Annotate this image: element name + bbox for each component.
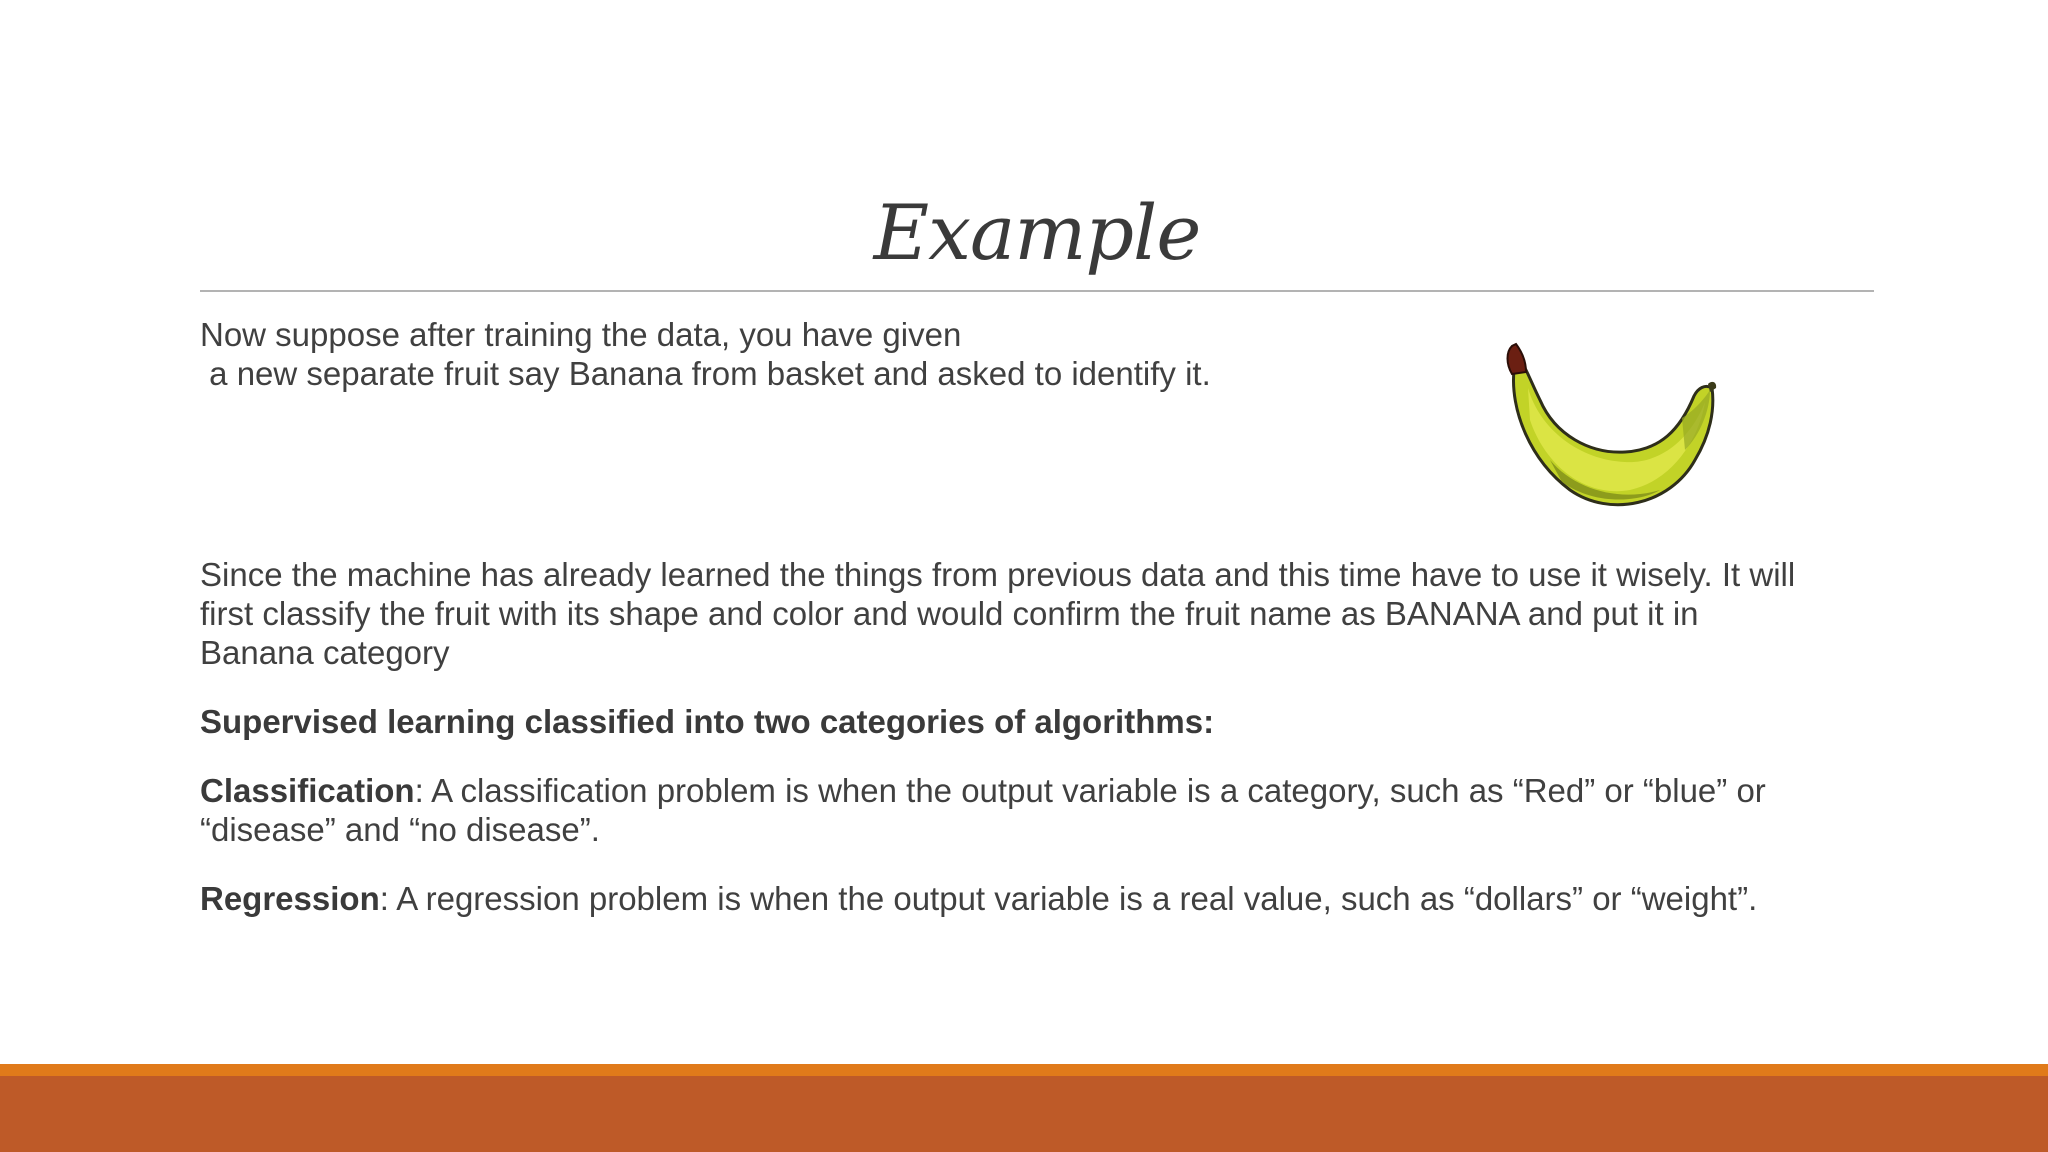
classification-text: : A classification problem is when the output variable is a category, such as “Red” or “blue” or “disease” and “no disease”. [200,772,1766,848]
regression-term: Regression [200,880,380,917]
footer-bar [0,1076,2048,1152]
supervised-heading: Supervised learning classified into two categories of algorithms: [200,703,1215,740]
slide-title: Example [873,188,1201,277]
since-paragraph: Since the machine has already learned the things from previous data and this time have to use it wisely. It will first classify the fruit with its shape and color and would confirm the fruit name as BANANA and put it in Banana category [200,556,1796,671]
classification-paragraph [200,771,1820,849]
regression-text: : A regression problem is when the output variable is a real value, such as “dollars” or “weight”. [379,880,1758,917]
regression-paragraph [200,879,1820,918]
classification-term: Classification [200,772,415,809]
title-divider [200,290,1874,292]
footer-accent-bar [0,1064,2048,1076]
banana-icon [1500,340,1730,520]
intro-line-2: a new separate fruit say Banana from basket and asked to identify it. [200,355,1211,392]
intro-line-1: Now suppose after training the data, you have given [200,316,962,353]
